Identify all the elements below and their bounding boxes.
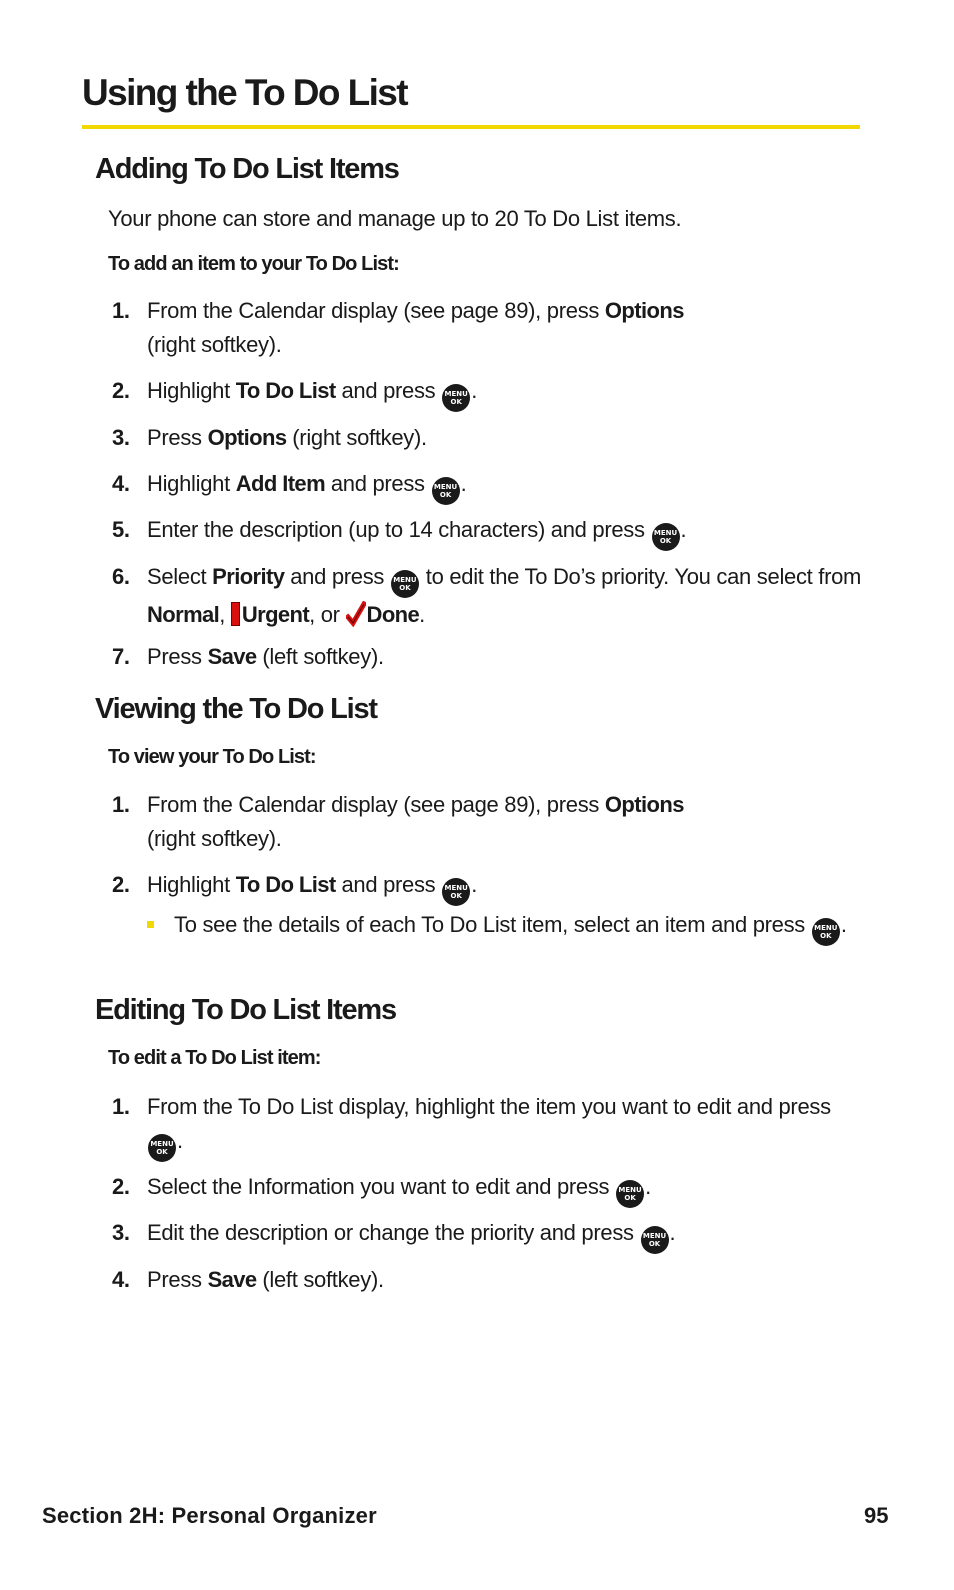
step-text: Enter the description (up to 14 characters) and press MENU OK . <box>147 513 862 551</box>
page-title: Using the To Do List <box>82 72 407 113</box>
bullet-text: To see the details of each To Do List item, select an item and press MENU OK . <box>174 908 864 946</box>
page-number: 95 <box>864 1503 889 1528</box>
step-number: 4. <box>112 1267 130 1292</box>
section-heading: Adding To Do List Items <box>95 153 399 185</box>
done-checkmark-icon <box>346 601 366 627</box>
step-number: 2. <box>112 378 130 403</box>
step-text: Highlight To Do List and press MENU OK . <box>147 374 862 412</box>
step-text: From the To Do List display, highlight the item you want to edit and press MENU OK . <box>147 1090 862 1162</box>
menu-ok-key-icon: MENU OK <box>442 384 470 412</box>
section-heading: Viewing the To Do List <box>95 693 377 725</box>
menu-ok-key-icon: MENU OK <box>652 523 680 551</box>
bullet-square-icon <box>147 921 154 928</box>
step-text: Press Save (left softkey). <box>147 1267 384 1292</box>
intro-text: Your phone can store and manage up to 20 To Do List items. <box>108 206 682 231</box>
footer-section-label: Section 2H: Personal Organizer <box>42 1503 377 1528</box>
section-heading: Editing To Do List Items <box>95 994 396 1026</box>
step-number: 1. <box>112 792 130 817</box>
menu-ok-key-icon: MENU OK <box>812 918 840 946</box>
step-number: 7. <box>112 644 130 669</box>
step-text: Highlight To Do List and press MENU OK . <box>147 868 862 906</box>
step-text: Select the Information you want to edit and press MENU OK . <box>147 1170 862 1208</box>
step-number: 1. <box>112 1094 130 1119</box>
step-number: 2. <box>112 1174 130 1199</box>
step-number: 1. <box>112 298 130 323</box>
menu-ok-key-icon: MENU OK <box>148 1134 176 1162</box>
step-text: Highlight Add Item and press MENU OK . <box>147 467 862 505</box>
step-number: 4. <box>112 471 130 496</box>
step-number: 5. <box>112 517 130 542</box>
step-text: Press Save (left softkey). <box>147 644 384 669</box>
step-number: 3. <box>112 1220 130 1245</box>
menu-ok-key-icon: MENU OK <box>391 570 419 598</box>
menu-ok-key-icon: MENU OK <box>442 878 470 906</box>
step-text: From the Calendar display (see page 89), press Options (right softkey). <box>147 298 684 357</box>
title-rule <box>82 125 860 129</box>
step-number: 2. <box>112 872 130 897</box>
menu-ok-key-icon: MENU OK <box>616 1180 644 1208</box>
procedure-label: To add an item to your To Do List: <box>108 253 399 275</box>
step-text: Edit the description or change the priority and press MENU OK . <box>147 1216 862 1254</box>
menu-ok-key-icon: MENU OK <box>641 1226 669 1254</box>
step-text: From the Calendar display (see page 89), press Options (right softkey). <box>147 792 684 851</box>
menu-ok-key-icon: MENU OK <box>432 477 460 505</box>
step-text: Select Priority and press MENU OK to edit the To Do’s priority. You can select from Normal, Urgent, or Done. <box>147 564 862 627</box>
step-text: Press Options (right softkey). <box>147 425 427 450</box>
step-number: 3. <box>112 425 130 450</box>
urgent-icon <box>231 602 240 626</box>
procedure-label: To view your To Do List: <box>108 746 316 768</box>
procedure-label: To edit a To Do List item: <box>108 1047 321 1069</box>
step-number: 6. <box>112 564 130 589</box>
